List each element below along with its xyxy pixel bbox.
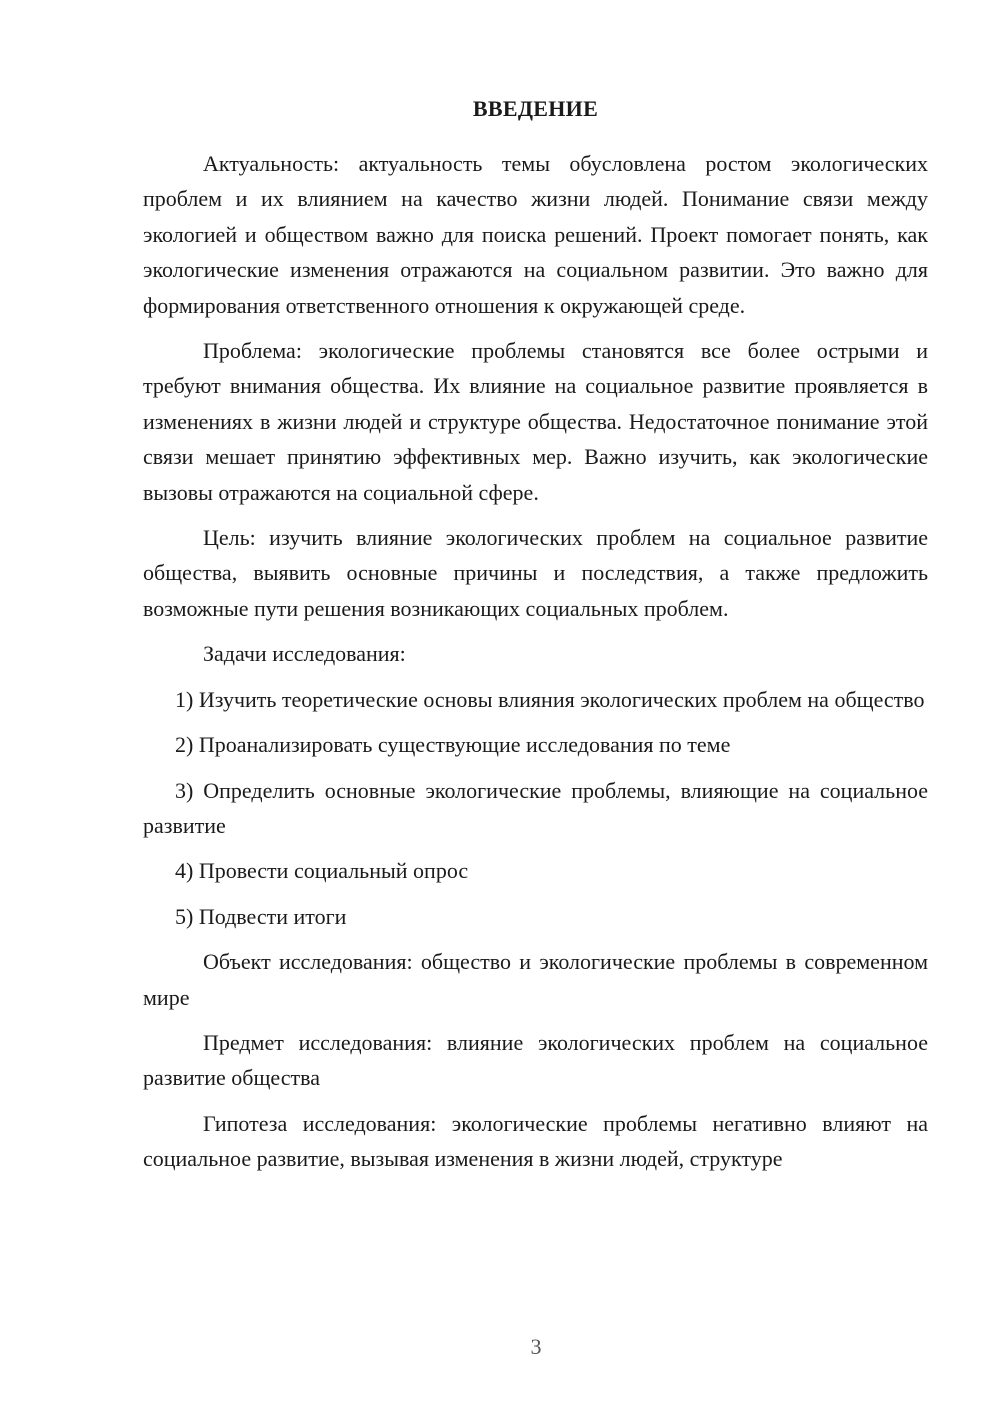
paragraph-relevance: Актуальность: актуальность темы обусловлена ростом экологических проблем и их влиянием на качество жизни людей. Понимание связи между экологией и обществом важно для поиска решений. Проект помогает понять, как экологические изменения отражаются на социальном развитии. Это важно для формирования ответственного отношения к окружающей среде. xyxy=(143,151,928,318)
page-number: 3 xyxy=(530,1334,542,1359)
task-item-5: 5) Подвести итоги xyxy=(175,903,347,929)
paragraph-object: Объект исследования: общество и экологические проблемы в современном мире xyxy=(143,949,928,1010)
task-item-1: 1) Изучить теоретические основы влияния экологических проблем на общество xyxy=(175,686,925,712)
page-title: ВВЕДЕНИЕ xyxy=(472,96,599,121)
task-item-2: 2) Проанализировать существующие исследования по теме xyxy=(175,732,731,758)
document-page xyxy=(143,92,928,1177)
tasks-heading: Задачи исследования: xyxy=(203,641,406,667)
paragraph-hypothesis: Гипотеза исследования: экологические проблемы негативно влияют на социальное развитие, вызывая изменения в жизни людей, структуре xyxy=(143,1110,928,1172)
paragraph-problem: Проблема: экологические проблемы становятся все более острыми и требуют внимания общества. Их влияние на социальное развитие проявляется в изменениях в жизни людей и структуре общества. Недостаточное понимание этой связи мешает принятию эффективных мер. Важно изучить, как экологические вызовы отражаются на социальной сфере. xyxy=(143,338,928,505)
paragraph-goal: Цель: изучить влияние экологических проблем на социальное развитие общества, выявить основные причины и последствия, а также предложить возможные пути решения возникающих социальных проблем. xyxy=(143,525,928,621)
paragraph-subject: Предмет исследования: влияние экологических проблем на социальное развитие общества xyxy=(143,1029,928,1091)
task-item-4: 4) Провести социальный опрос xyxy=(175,858,469,884)
task-item-3: 3) Определить основные экологические проблемы, влияющие на социальное развитие xyxy=(143,777,928,838)
